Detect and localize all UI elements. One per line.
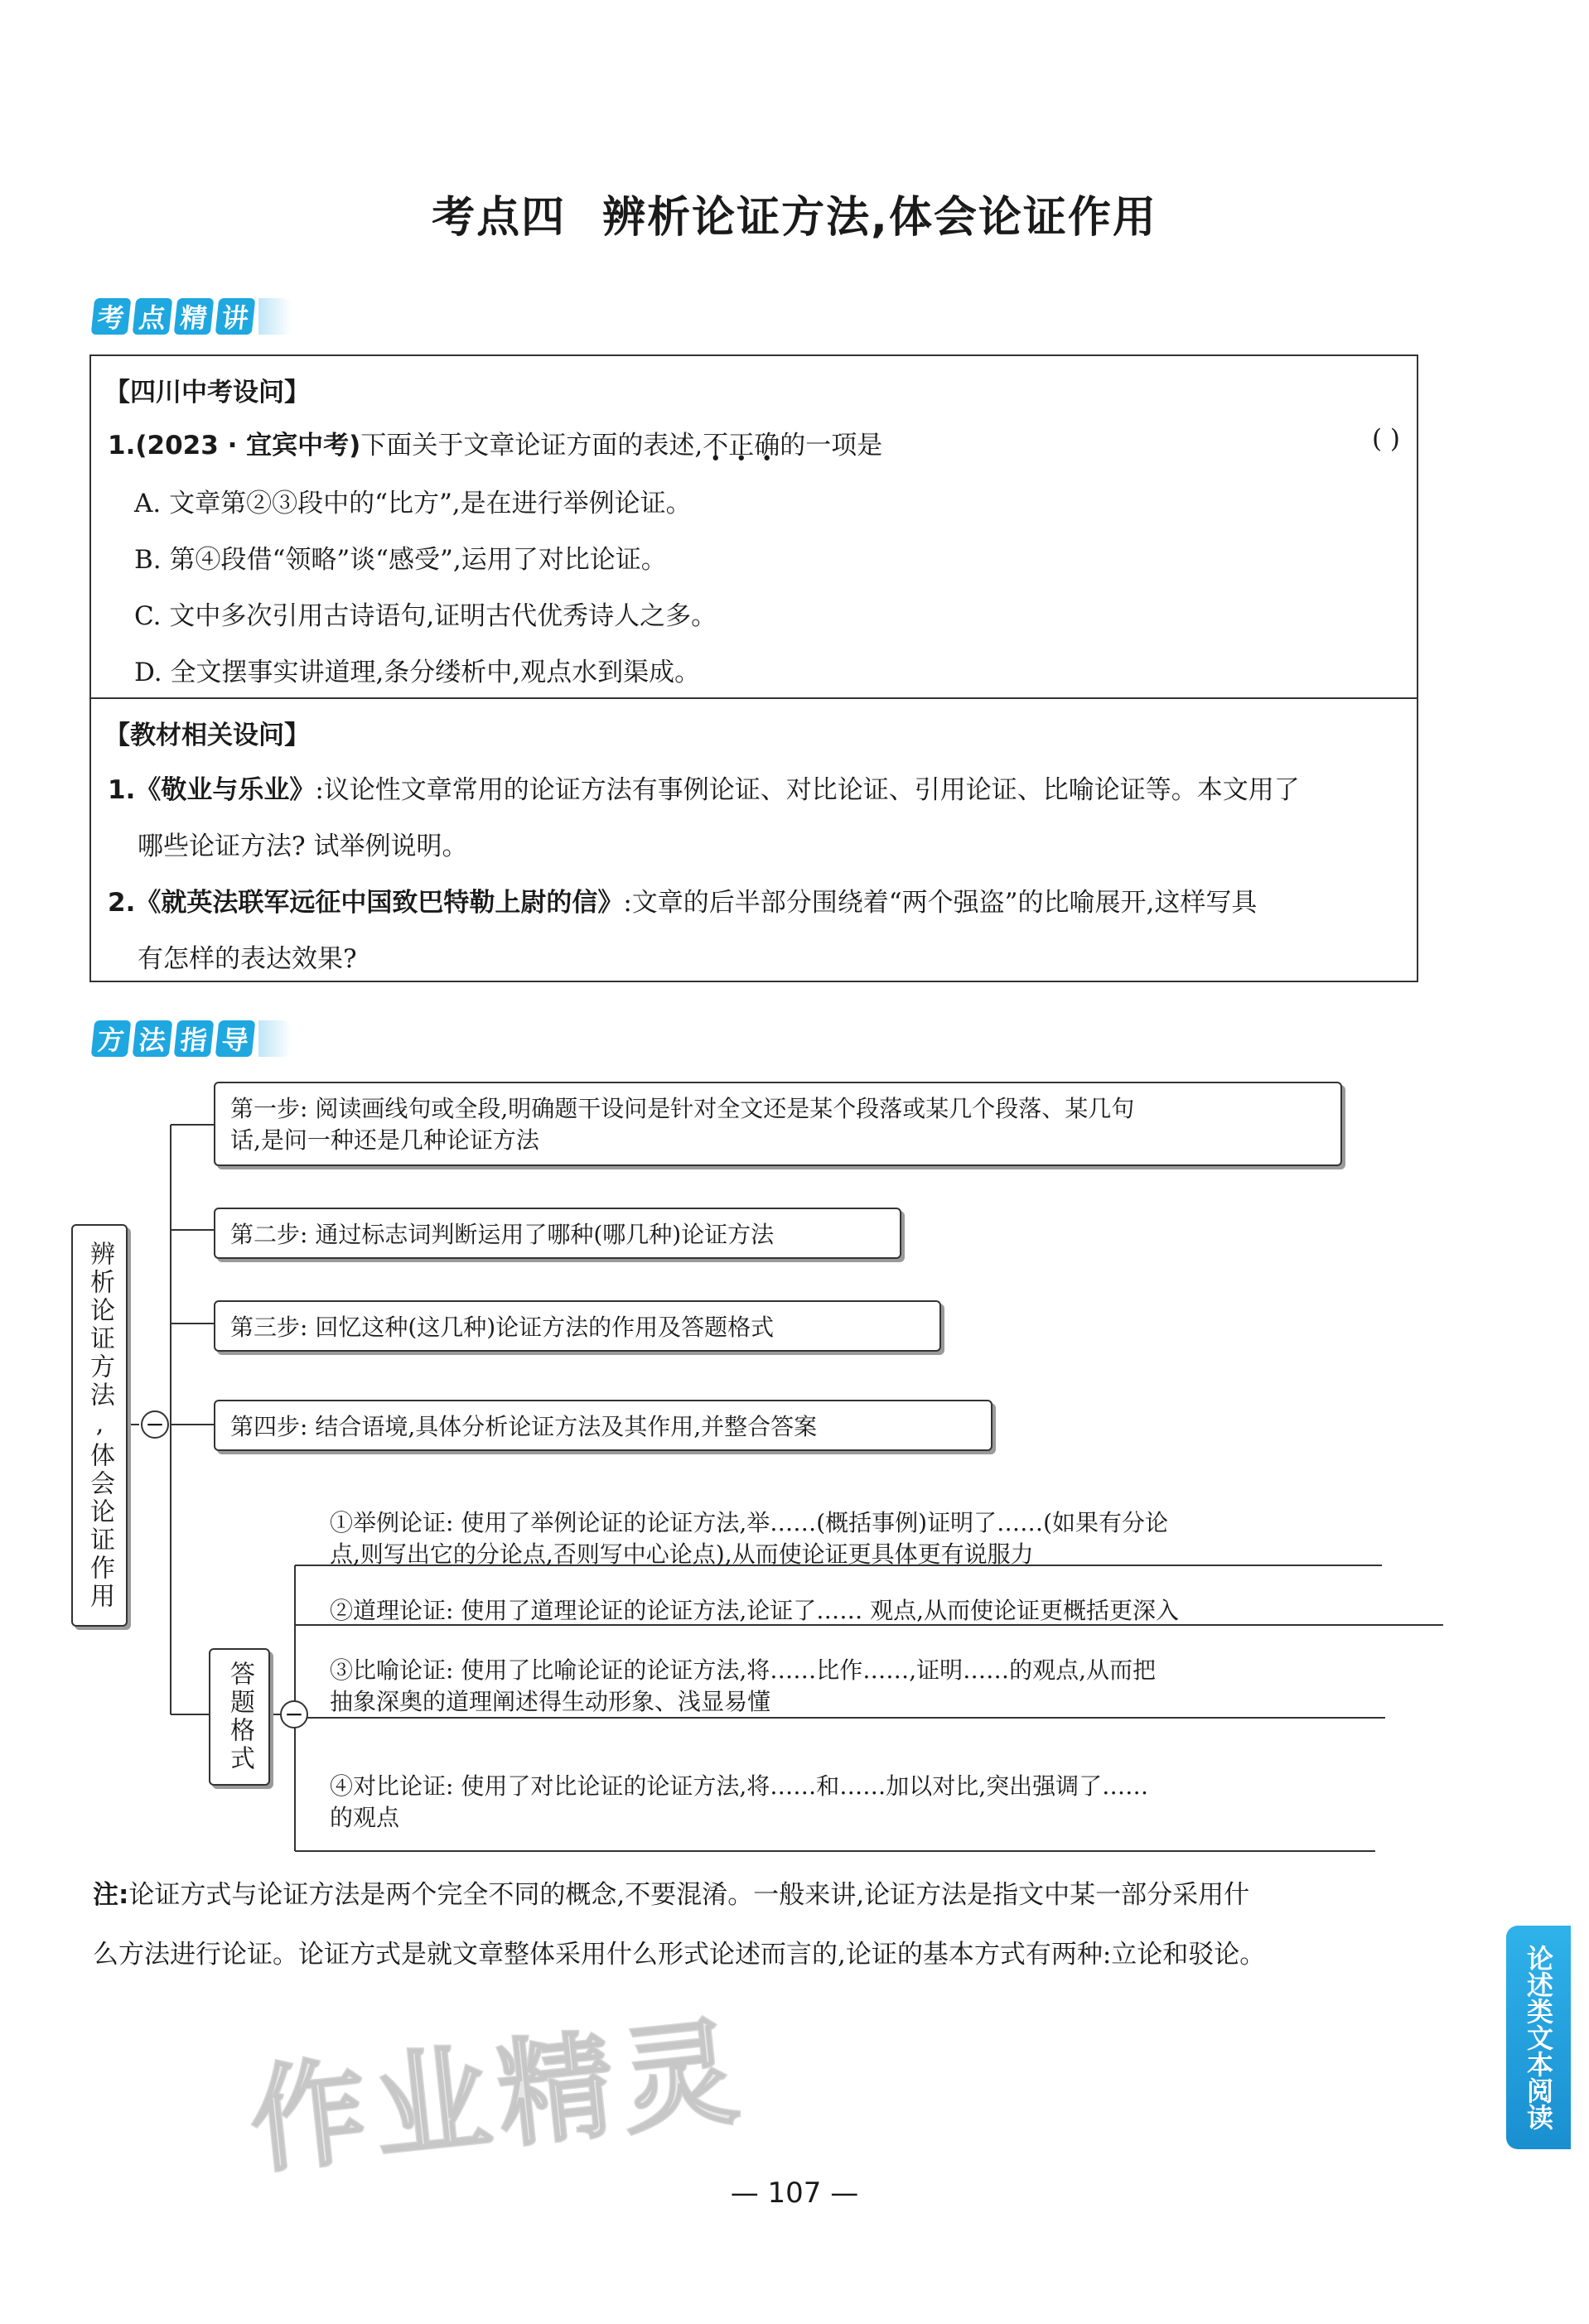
book-title: 《就英法联军远征中国致巴特勒上尉的信》 xyxy=(135,888,624,918)
note-label: 注: xyxy=(93,1880,129,1910)
tag-char: 导 xyxy=(215,1020,256,1057)
step-2-line1: 第二步: 通过标志词判断运用了哪种(哪几种)论证方法 xyxy=(230,1221,775,1248)
option-b: B. 第④段借“领略”谈“感受”,运用了对比论证。 xyxy=(134,545,667,575)
emphasis-char: 正 xyxy=(728,431,755,460)
question-number: 1. xyxy=(108,431,136,460)
step-1-line1: 第一步: 阅读画线句或全段,明确题干设问是针对全文还是某个段落或某几个段落、某几句 xyxy=(230,1095,1135,1122)
answer-format-3 xyxy=(330,1655,1156,1718)
note-line2: 么方法进行论证。论证方式是就文章整体采用什么形式论述而言的,论证的基本方式有两种:立论和驳论。 xyxy=(93,1940,1266,1970)
answer-format-1 xyxy=(330,1507,1168,1570)
option-a: A. 文章第②③段中的“比方”,是在进行举例论证。 xyxy=(134,489,692,518)
q2-text: :文章的后半部分围绕着“两个强盗”的比喻展开,这样写具 xyxy=(623,888,1258,918)
book-title: 《敬业与乐业》 xyxy=(135,775,316,805)
answer-1-line2: 点,则写出它的分论点,否则写中心论点),从而使论证更具体更有说服力 xyxy=(330,1540,1034,1568)
flow-step-2 xyxy=(214,1208,901,1259)
textbook-q1-line2: 哪些论证方法? 试举例说明。 xyxy=(138,832,468,861)
answer-format-box: 答题格式 xyxy=(209,1648,270,1786)
answer-4-line2: 的观点 xyxy=(330,1804,400,1831)
answer-format-4 xyxy=(330,1771,1148,1834)
step-1-line2: 话,是问一种还是几种论证方法 xyxy=(230,1126,539,1154)
tag-char: 法 xyxy=(133,1020,173,1057)
flow-step-4 xyxy=(214,1400,993,1451)
side-section-tab: 论述类文本阅读 xyxy=(1506,1926,1571,2149)
option-c: C. 文中多次引用古诗语句,证明古代优秀诗人之多。 xyxy=(134,601,717,631)
textbook-q2-line2: 有怎样的表达效果? xyxy=(138,944,357,974)
question-source: (2023 · 宜宾中考) xyxy=(135,431,361,460)
answer-1-line1: ①举例论证: 使用了举例论证的论证方法,举……(概括事例)证明了……(如果有分论 xyxy=(330,1509,1169,1536)
answer-paren: ( ) xyxy=(1371,424,1400,454)
answer-3-line1: ③比喻论证: 使用了比喻论证的论证方法,将……比作……,证明……的观点,从而把 xyxy=(330,1656,1157,1684)
tag-char: 指 xyxy=(174,1020,215,1057)
note-line1 xyxy=(93,1873,1249,1911)
flow-step-3 xyxy=(214,1300,941,1352)
watermark-logo: 作业精灵 xyxy=(244,2004,753,2191)
answer-4-line1: ④对比论证: 使用了对比论证的论证方法,将……和……加以对比,突出强调了…… xyxy=(330,1772,1149,1800)
step-4-line1: 第四步: 结合语境,具体分析论证方法及其作用,并整合答案 xyxy=(230,1413,818,1440)
answer-format-2 xyxy=(330,1595,1179,1627)
question-text-post: 的一项是 xyxy=(780,431,883,460)
option-d: D. 全文摆事实讲道理,条分缕析中,观点水到渠成。 xyxy=(134,658,701,687)
emphasis-char: 不 xyxy=(703,431,729,460)
page-number: — 107 — xyxy=(730,2177,859,2210)
flow-step-1 xyxy=(214,1082,1342,1166)
tag-char: 方 xyxy=(91,1020,132,1057)
note-text-1: 论证方式与论证方法是两个完全不同的概念,不要混淆。一般来讲,论证方法是指文中某一部分采用什 xyxy=(128,1880,1250,1910)
answer-3-line2: 抽象深奥的道理阐述得生动形象、浅显易懂 xyxy=(330,1688,771,1715)
collapse-minus-icon[interactable]: − xyxy=(141,1410,169,1439)
tag-char: 精 xyxy=(174,298,215,335)
q1-text: :议论性文章常用的论证方法有事例论证、对比论证、引用论证、比喻论证等。本文用了 xyxy=(315,775,1300,805)
question-number: 2. xyxy=(108,888,136,918)
question-text-pre: 下面关于文章论证方面的表述, xyxy=(360,431,703,460)
tag-char: 点 xyxy=(133,298,173,335)
tag-char: 讲 xyxy=(215,298,256,335)
flow-root-box: 辨析论证方法,体会论证作用 xyxy=(71,1224,128,1627)
title-part1: 考点四 xyxy=(432,193,567,243)
tag-char: 考 xyxy=(91,298,132,335)
answer-2-line1: ②道理论证: 使用了道理论证的论证方法,论证了…… 观点,从而使论证更概括更深入 xyxy=(330,1597,1180,1624)
emphasis-char: 确 xyxy=(754,431,780,460)
title-part2: 辨析论证方法,体会论证作用 xyxy=(602,193,1157,243)
step-3-line1: 第三步: 回忆这种(这几种)论证方法的作用及答题格式 xyxy=(230,1314,775,1341)
question-number: 1. xyxy=(108,775,136,805)
sichuan-header: 【四川中考设问】 xyxy=(104,378,310,407)
collapse-minus-icon[interactable]: − xyxy=(280,1700,308,1729)
textbook-header: 【教材相关设问】 xyxy=(104,721,310,750)
